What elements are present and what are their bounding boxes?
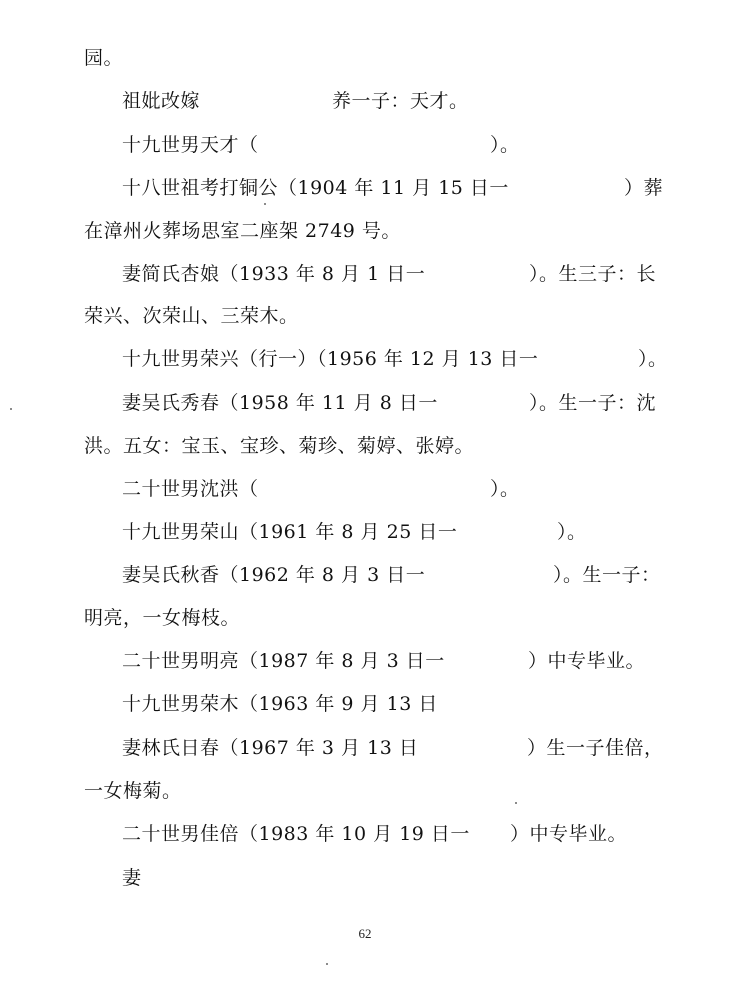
text-segment: 十九世男荣山（1961 年 8 月 25 日一 bbox=[122, 521, 458, 543]
text-line bbox=[122, 520, 457, 544]
text-line bbox=[638, 347, 668, 371]
text-segment: 二十世男佳倍（1983 年 10 月 19 日一 bbox=[122, 823, 470, 845]
text-segment: 园。 bbox=[84, 47, 124, 69]
text-line bbox=[490, 133, 520, 157]
text-segment: 二十世男明亮（1987 年 8 月 3 日一 bbox=[122, 650, 445, 672]
text-line bbox=[84, 304, 299, 328]
text-segment: 祖妣改嫁 bbox=[122, 90, 201, 112]
text-segment: 十九世男荣兴（行一）（1956 年 12 月 13 日一 bbox=[122, 348, 539, 370]
text-line bbox=[122, 347, 538, 371]
text-segment: 妻 bbox=[122, 867, 142, 889]
text-line bbox=[122, 866, 142, 890]
text-line bbox=[553, 563, 661, 587]
text-segment: 一女梅菊。 bbox=[84, 780, 182, 802]
scan-speck bbox=[264, 203, 266, 205]
text-segment: ）。 bbox=[557, 521, 587, 543]
text-segment: ）中专毕业。 bbox=[510, 823, 628, 845]
text-line bbox=[122, 262, 425, 286]
text-line bbox=[528, 649, 645, 673]
text-line bbox=[557, 520, 587, 544]
text-segment: 十九世男天才（ bbox=[122, 134, 259, 156]
scan-speck bbox=[326, 963, 328, 965]
text-segment: 在漳州火葬场思室二座架 2749 号。 bbox=[84, 220, 401, 242]
text-line bbox=[122, 477, 259, 501]
text-segment: ）中专毕业。 bbox=[528, 650, 646, 672]
text-line bbox=[122, 133, 259, 157]
text-line bbox=[84, 46, 123, 70]
text-segment: ）葬 bbox=[624, 177, 664, 199]
scan-speck bbox=[10, 408, 12, 410]
text-line bbox=[122, 649, 445, 673]
text-line bbox=[122, 563, 425, 587]
text-segment: 养一子：天才。 bbox=[332, 90, 469, 112]
text-line bbox=[510, 822, 627, 846]
text-segment: 二十世男沈洪（ bbox=[122, 478, 259, 500]
text-segment: ）生一子佳倍， bbox=[527, 737, 664, 759]
text-segment: 荣兴、次荣山、三荣木。 bbox=[84, 305, 299, 327]
text-line bbox=[84, 779, 182, 803]
text-segment: 妻吴氏秀春（1958 年 11 月 8 日一 bbox=[122, 392, 438, 414]
text-line bbox=[84, 434, 474, 458]
text-segment: 十九世男荣木（1963 年 9 月 13 日 bbox=[122, 693, 438, 715]
text-segment: ）。生一子：沈 bbox=[529, 392, 657, 414]
text-segment: 妻简氏杏娘（1933 年 8 月 1 日一 bbox=[122, 263, 426, 285]
text-segment: 妻林氏日春（1967 年 3 月 13 日 bbox=[122, 737, 419, 759]
text-segment: ）。 bbox=[490, 478, 520, 500]
text-line bbox=[122, 822, 470, 846]
page-number: 62 bbox=[358, 926, 372, 941]
text-line bbox=[332, 89, 469, 113]
text-line bbox=[122, 692, 438, 716]
text-line bbox=[122, 176, 509, 200]
text-line bbox=[529, 391, 656, 415]
text-line bbox=[84, 219, 401, 243]
text-segment: ）。 bbox=[490, 134, 520, 156]
text-segment: 妻吴氏秋香（1962 年 8 月 3 日一 bbox=[122, 564, 426, 586]
text-segment: ）。生三子：长 bbox=[529, 263, 657, 285]
text-line bbox=[122, 736, 418, 760]
text-line bbox=[122, 89, 200, 113]
text-segment: 明亮，一女梅枝。 bbox=[84, 607, 241, 629]
text-segment: ）。 bbox=[638, 348, 668, 370]
text-line bbox=[624, 176, 663, 200]
text-segment: ）。生一子： bbox=[553, 564, 661, 586]
text-line bbox=[122, 391, 438, 415]
text-segment: 十八世祖考打铜公（1904 年 11 月 15 日一 bbox=[122, 177, 509, 199]
text-line bbox=[490, 477, 520, 501]
scan-speck bbox=[515, 802, 517, 804]
text-line bbox=[529, 262, 656, 286]
text-line bbox=[84, 606, 240, 630]
text-segment: 洪。五女：宝玉、宝珍、菊珍、菊婷、张婷。 bbox=[84, 435, 475, 457]
text-line bbox=[527, 736, 664, 760]
